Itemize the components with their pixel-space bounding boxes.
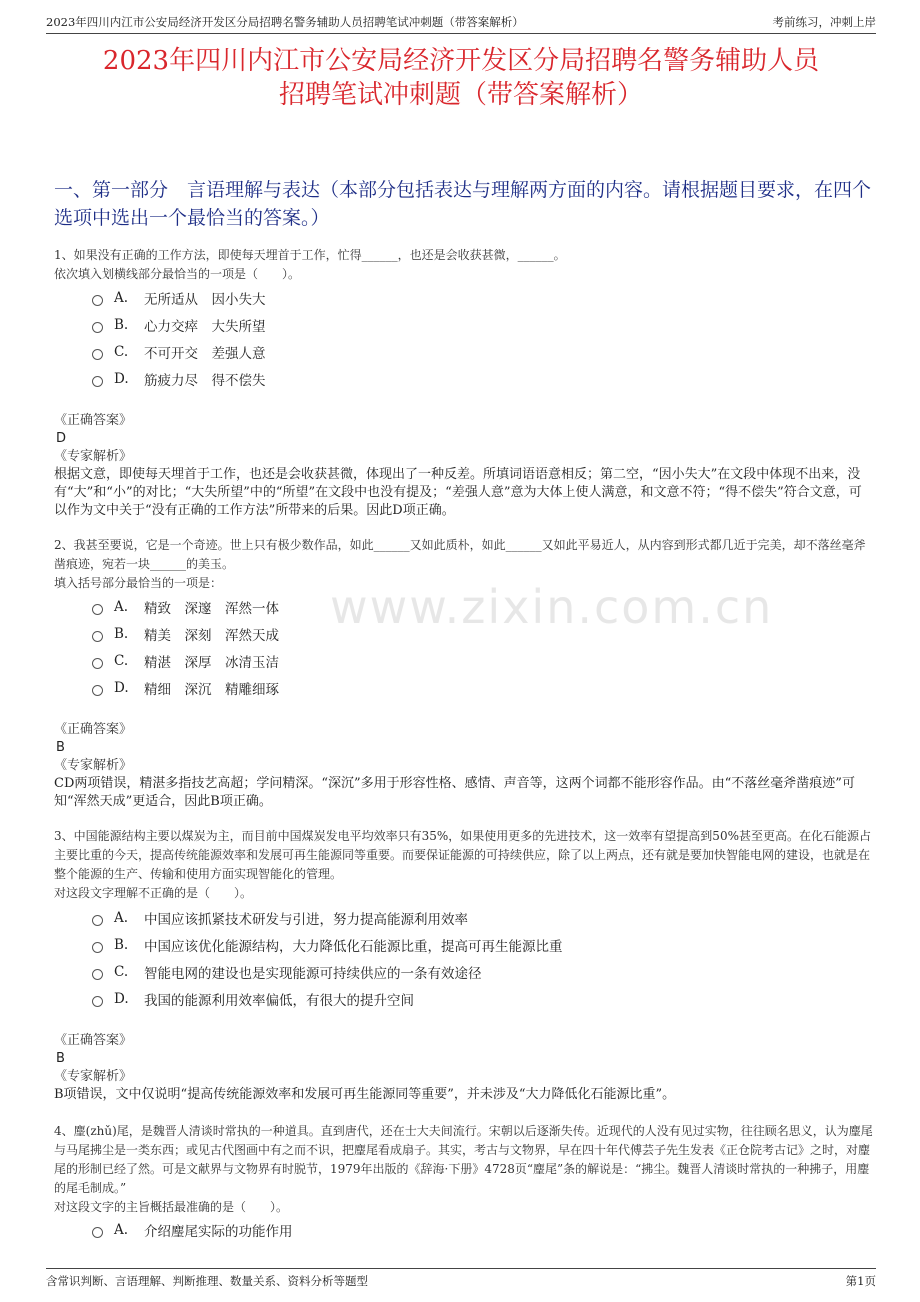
title-line-1: 2023年四川内江市公安局经济开发区分局招聘名警务辅助人员 — [102, 46, 820, 76]
option-c[interactable]: C. 不可开交 差强人意 — [92, 338, 266, 365]
question-instruction: 对这段文字的主旨概括最准确的是（ ）。 — [54, 1200, 289, 1214]
title-line-2: 招聘笔试冲刺题（带答案解析） — [278, 80, 643, 110]
analysis-text: CD两项错误，精湛多指技艺高超；学问精深。“深沉”多用于形容性格、感情、声音等，这两个词都不能形容作品。由“不落丝毫斧凿痕迹”可知“浑然天成”更适合，因此B项正确。 — [54, 776, 855, 809]
radio-icon[interactable] — [92, 322, 103, 333]
radio-icon[interactable] — [92, 1227, 103, 1238]
option-a[interactable]: A. 精致 深邃 浑然一体 — [92, 593, 279, 620]
radio-icon[interactable] — [92, 631, 103, 642]
header-slogan: 考前练习，冲刺上岸 — [772, 15, 876, 29]
section-heading: 一、第一部分 言语理解与表达（本部分包括表达与理解两方面的内容。请根据题目要求，在四个选项中选出一个最恰当的答案。） — [54, 179, 872, 229]
analysis-text: B项错误，文中仅说明“提高传统能源效率和发展可再生能源同等重要”，并未涉及“大力降低化石能源比重”。 — [54, 1087, 676, 1102]
question-stem: 3、中国能源结构主要以煤炭为主，而目前中国煤炭发电平均效率只有35%，如果使用更多的先进技术，这一效率有望提高到50%甚至更高。在化石能源占主要比重的今天，提高传统能源效率和发展可再生能源同等重要。而要保证能源的可持续供应，除了以上两点，还有就是要加快智能电网的建设，也就是在整个能源的生产、传输和使用方面实现智能化的管理。 — [54, 829, 871, 881]
radio-icon[interactable] — [92, 969, 103, 980]
question-4 — [54, 1122, 874, 1217]
question-instruction: 对这段文字理解不正确的是（ ）。 — [54, 886, 253, 900]
radio-icon[interactable] — [92, 658, 103, 669]
option-b[interactable]: B. 精美 深刻 浑然天成 — [92, 620, 279, 647]
question-stem: 1、如果没有正确的工作方法，即使每天埋首于工作，忙得______，也还是会收获甚微，______。 — [54, 248, 566, 262]
options-q4 — [92, 1216, 293, 1243]
radio-icon[interactable] — [92, 996, 103, 1007]
option-b[interactable]: B. 中国应该优化能源结构，大力降低化石能源比重，提高可再生能源比重 — [92, 931, 563, 958]
question-1 — [54, 246, 874, 284]
radio-icon[interactable] — [92, 376, 103, 387]
question-3 — [54, 827, 874, 903]
page-number: 第1页 — [845, 1274, 876, 1288]
options-q1 — [92, 284, 266, 392]
option-d[interactable]: D. 筋疲力尽 得不偿失 — [92, 365, 266, 392]
answer-value: D — [56, 431, 67, 446]
question-2 — [54, 536, 874, 593]
page-footer — [46, 1268, 876, 1289]
answer-value: B — [56, 740, 65, 755]
answer-label: 《正确答案》 — [54, 1033, 133, 1048]
analysis-label: 《专家解析》 — [54, 758, 133, 773]
option-c[interactable]: C. 精湛 深厚 冰清玉洁 — [92, 647, 279, 674]
header-doc-title: 2023年四川内江市公安局经济开发区分局招聘名警务辅助人员招聘笔试冲刺题（带答案解析） — [46, 15, 524, 29]
question-stem: 2、我甚至要说，它是一个奇迹。世上只有极少数作品，如此______又如此质朴，如此______又如此平易近人，从内容到形式都几近于完美，却不落丝毫斧凿痕迹，宛若一块______的美玉。 — [54, 538, 866, 571]
options-q2 — [92, 593, 279, 701]
page-header — [46, 10, 876, 34]
watermark: www.zixin.com.cn — [330, 580, 774, 634]
option-b[interactable]: B. 心力交瘁 大失所望 — [92, 311, 266, 338]
option-a[interactable]: A. 中国应该抓紧技术研发与引进，努力提高能源利用效率 — [92, 904, 563, 931]
question-instruction: 填入括号部分最恰当的一项是： — [54, 576, 223, 590]
document-title — [46, 44, 876, 112]
analysis-label: 《专家解析》 — [54, 449, 133, 464]
answer-block-q2 — [54, 721, 874, 811]
analysis-label: 《专家解析》 — [54, 1069, 133, 1084]
radio-icon[interactable] — [92, 685, 103, 696]
options-q3 — [92, 904, 563, 1012]
answer-block-q3 — [54, 1032, 874, 1104]
option-c[interactable]: C. 智能电网的建设也是实现能源可持续供应的一条有效途径 — [92, 958, 563, 985]
radio-icon[interactable] — [92, 295, 103, 306]
answer-block-q1 — [54, 412, 874, 520]
option-d[interactable]: D. 我国的能源利用效率偏低，有很大的提升空间 — [92, 985, 563, 1012]
radio-icon[interactable] — [92, 349, 103, 360]
answer-label: 《正确答案》 — [54, 413, 133, 428]
option-d[interactable]: D. 精细 深沉 精雕细琢 — [92, 674, 279, 701]
radio-icon[interactable] — [92, 915, 103, 926]
question-instruction: 依次填入划横线部分最恰当的一项是（ ）。 — [54, 267, 301, 281]
footer-note: 含常识判断、言语理解、判断推理、数量关系、资料分析等题型 — [46, 1274, 368, 1288]
analysis-text: 根据文意，即使每天埋首于工作，也还是会收获甚微，体现出了一种反差。所填词语语意相反；第二空，“因小失大”在文段中体现不出来，没有“大”和“小”的对比；“大失所望”中的“所望”在文段中也没有提及；“差强人意”意为大体上使人满意，和文意不符；“得不偿失”符合文意，可以作为文中关于“没有正确的工作方法”所带来的后果。因此D项正确。 — [54, 467, 862, 518]
option-a[interactable]: A. 无所适从 因小失大 — [92, 284, 266, 311]
answer-label: 《正确答案》 — [54, 722, 133, 737]
radio-icon[interactable] — [92, 604, 103, 615]
option-a[interactable]: A. 介绍麈尾实际的功能作用 — [92, 1216, 293, 1243]
answer-value: B — [56, 1051, 65, 1066]
radio-icon[interactable] — [92, 942, 103, 953]
question-stem: 4、麈(zhǔ)尾，是魏晋人清谈时常执的一种道具。直到唐代，还在士大夫间流行。宋朝以后逐渐失传。近现代的人没有见过实物，往往顾名思义，认为麈尾与马尾拂尘是一类东西；或见古代图画中有之而不识，把麈尾看成扇子。其实，考古与文物界，早在四十年代傅芸子先生发表《正仓院考古记》之时，对麈尾的形制已经了然。可是文献界与文物界有时脱节，1979年出版的《辞海·下册》4728页“麈尾”条的解说是：“拂尘。魏晋人清谈时常执的一种拂子，用麈的尾毛制成。” — [54, 1124, 873, 1195]
